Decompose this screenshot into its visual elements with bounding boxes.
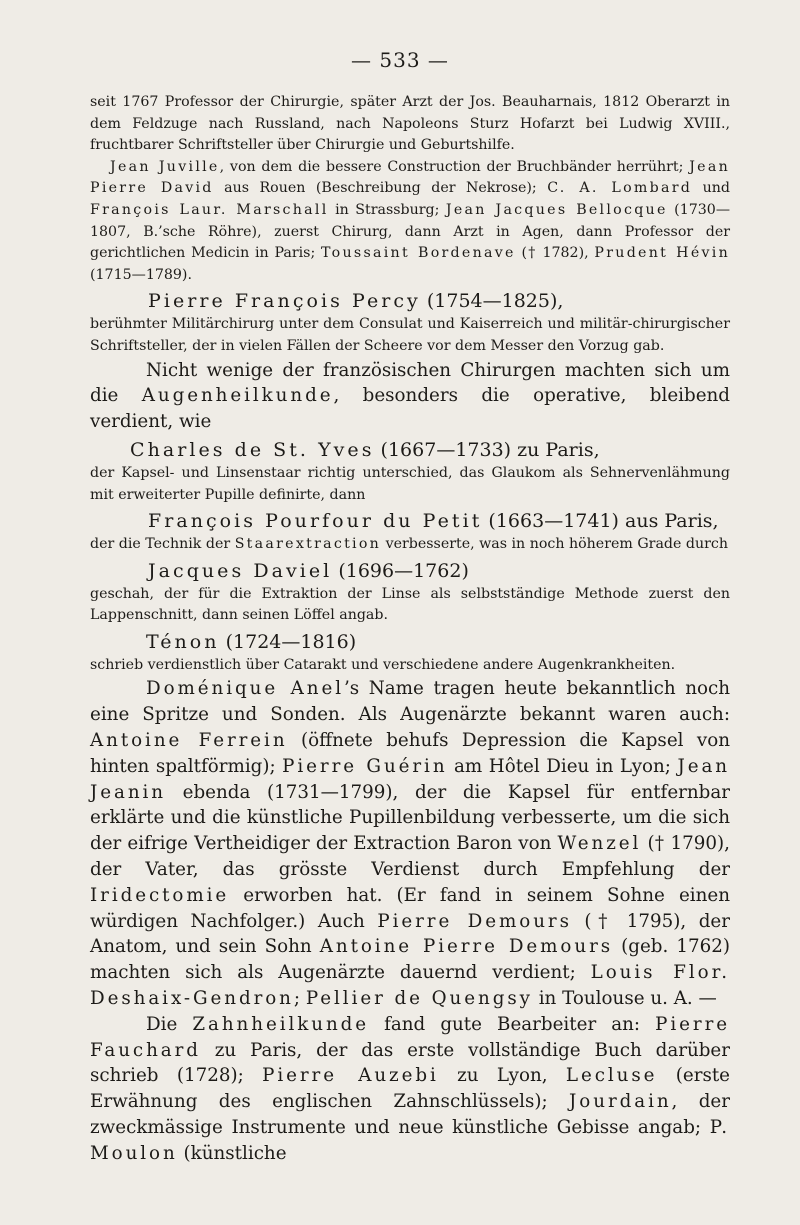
spaced-name: Ténon [146, 630, 220, 653]
entry-heading [90, 288, 730, 314]
text-run: am Hôtel Dieu in Lyon; [447, 755, 678, 777]
paragraph [90, 463, 730, 506]
spaced-name: Pierre Auzebi [262, 1065, 439, 1087]
spaced-name: Jourdain [569, 1091, 672, 1113]
spaced-name: C. A. Lombard [547, 180, 693, 197]
text-run: berühmter Militärchirurg unter dem Consulat und Kaiserreich und militär-chirurgischer Schriftsteller, der in vielen Fällen der Scheere vor dem Messer den Vorzug gab. [90, 316, 730, 354]
spaced-name: Lecluse [565, 1065, 658, 1087]
spaced-name: Doménique Anel [146, 678, 344, 700]
text-run: (1715—1789). [90, 266, 192, 283]
text-run: zu Paris, der das erste vollständige Buch darüber schrieb (1728); [90, 1039, 730, 1087]
text-run: (künstliche [177, 1142, 287, 1164]
text-run: geschah, der für die Extraktion der Linse als selbstständige Methode zuerst den Lappenschnitt, dann seinen Löffel angab. [90, 585, 730, 624]
spaced-name: Toussaint Bordenave [321, 245, 516, 262]
text-run: ebenda (1731—1799), der die Kapsel für entfernbar erklärte und die künstliche Pupillenbildung verbesserte, um die sich der eifrige Vertheidiger der Extraction Baron von [90, 781, 730, 855]
spaced-name: François Laur. Marschall [90, 201, 329, 218]
text-run: (1724—1816) [219, 630, 357, 653]
text-run: der die Technik der [90, 536, 235, 553]
spaced-name: Jacques Daviel [148, 559, 333, 582]
page-body [90, 92, 730, 1167]
text-run: Nicht wenige der französischen Chirurgen machten sich um die [90, 359, 730, 407]
spaced-name: Staarextraction [234, 536, 382, 553]
text-run: , der zweckmässige Instrumente und neue künstliche Gebisse angab; [90, 1091, 730, 1139]
text-run: , von dem die bessere Construction der Bruchbänder herrührt; [219, 158, 690, 175]
paragraph [90, 584, 730, 627]
text-run: erworben hat. (Er fand in seinem Sohne einen würdigen Nachfolger.) Auch [90, 884, 730, 932]
text-run: ’s Name tragen heute bekanntlich noch eine Spritze und Sonden. Als Augenärzte bekannt waren auch: [90, 678, 730, 726]
text-run: (öffnete behufs Depression die Kapsel von hinten spaltförmig); [90, 730, 730, 777]
spaced-name: Charles de St. Yves [130, 438, 375, 461]
paragraph [90, 1012, 730, 1167]
spaced-name: Jean Juville [110, 158, 220, 175]
spaced-name: Augenheilkunde [141, 385, 334, 407]
text-run: (1663—1741) aus Paris, [482, 510, 719, 533]
paragraph [90, 92, 730, 157]
spaced-name: P. Moulon [90, 1117, 730, 1164]
text-run: , besonders die operative, bleibend verdient, wie [90, 385, 730, 433]
text-run: († 1790), der Vater, das grösste Verdienst durch Empfehlung der [90, 833, 730, 881]
entry-heading [90, 629, 730, 655]
spaced-name: Prudent Hévin [594, 245, 730, 262]
entry-heading [90, 508, 730, 534]
text-run: in Strassburg; [328, 201, 446, 218]
spaced-name: Zahnheilkunde [192, 1013, 370, 1035]
text-run: (erste Erwähnung des englischen Zahnschlüssels); [90, 1065, 730, 1113]
spaced-name: Wenzel [557, 833, 642, 855]
spaced-name: Pierre Fauchard [90, 1013, 730, 1061]
text-run: (1696—1762) [332, 559, 469, 582]
spaced-name: Pierre François Percy [148, 290, 421, 313]
text-run: († 1782), [515, 245, 595, 262]
text-run: (geb. 1762) machten sich als Augenärzte dauernd verdient; [90, 936, 730, 984]
text-run: fand gute Bearbeiter an: [369, 1013, 656, 1035]
paragraph [90, 676, 730, 1011]
spaced-name: Jean Jeanin [90, 755, 730, 803]
text-run: und [692, 180, 730, 197]
paragraph [90, 358, 730, 435]
spaced-name: François Pourfour du Petit [148, 510, 483, 533]
spaced-name: Iridectomie [90, 884, 230, 906]
text-run: aus Rouen (Beschreibung der Nekrose); [213, 180, 548, 197]
text-run: seit 1767 Professor der Chirurgie, später Arzt der Jos. Beauharnais, 1812 Oberarzt in dem Feldzuge nach Russland, nach Napoleons Sturz Hofarzt bei Ludwig XVIII., fruchtbarer Schriftsteller über Chirurgie und Geburtshilfe. [90, 94, 730, 154]
text-run: schrieb verdienstlich über Catarakt und verschiedene andere Augenkrankheiten. [90, 656, 676, 673]
spaced-name: Antoine Pierre Demours [319, 936, 614, 958]
text-run: verbesserte, was in noch höherem Grade durch [381, 536, 728, 553]
text-run: der Kapsel- und Linsenstaar richtig unterschied, das Glaukom als Sehnervenlähmung mit erweiterter Pupille definirte, dann [90, 464, 730, 503]
spaced-name: Louis Flor. Deshaix-Gendron [90, 962, 730, 1010]
text-run: Die [146, 1013, 193, 1035]
text-run: zu Lyon, [438, 1065, 566, 1087]
spaced-name: Antoine Ferrein [90, 730, 288, 752]
text-run: († 1795), der Anatom, und sein Sohn [90, 910, 730, 958]
paragraph [90, 314, 730, 357]
text-run: in Toulouse u. A. — [532, 988, 717, 1010]
page-number: — 533 — [351, 48, 449, 72]
paragraph [90, 655, 730, 677]
entry-heading [90, 437, 730, 463]
paragraph [90, 534, 730, 556]
text-run: ; [293, 988, 306, 1010]
text-run: (1730—1807, B.’sche Röhre), zuerst Chirurg, dann Arzt in Agen, dann Professor der gerichtlichen Medicin in Paris; [90, 201, 731, 262]
text-run: (1667—1733) zu Paris, [374, 438, 600, 461]
text-run: (1754—1825), [420, 290, 564, 313]
spaced-name: Pellier de Quengsy [305, 988, 533, 1010]
spaced-name: Pierre Guérin [282, 755, 448, 777]
spaced-name: Pierre Demours [377, 910, 572, 932]
spaced-name: Jean Pierre David [90, 158, 730, 197]
spaced-name: Jean Jacques Bellocque [445, 201, 668, 218]
entry-heading [90, 558, 730, 584]
paragraph [90, 157, 730, 287]
